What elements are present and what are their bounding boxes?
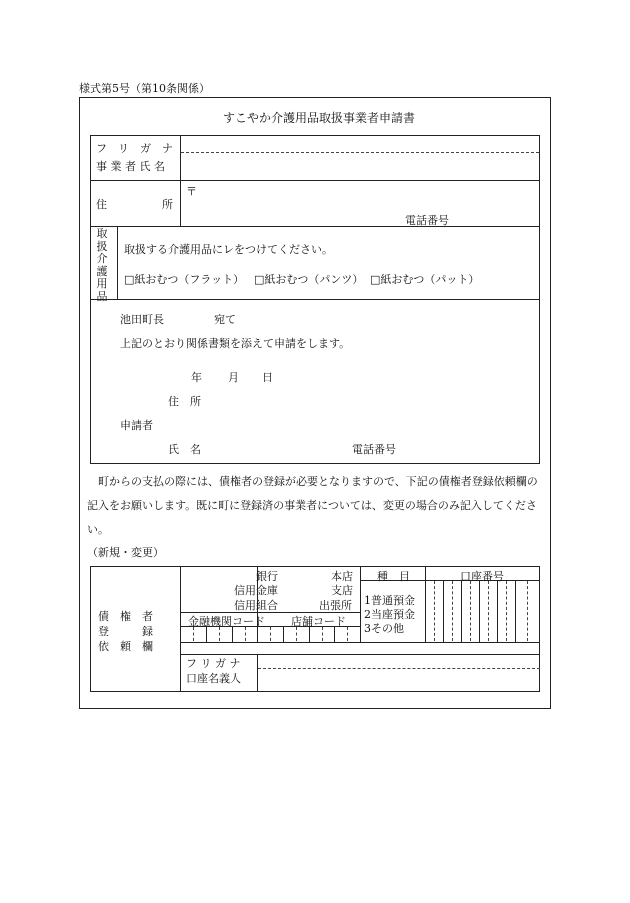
account-type-other: 3その他 — [364, 622, 404, 635]
product-option-flat[interactable]: □紙おむつ（フラット） — [124, 273, 245, 286]
applicant-label: 申請者 — [120, 419, 153, 432]
form-number: 様式第5号（第10条関係） — [79, 82, 210, 95]
product-option-pants[interactable]: □紙おむつ（パンツ） — [254, 273, 364, 286]
creditor-side-label-1: 債 権 者 — [98, 610, 153, 623]
branch-code-label: 店舗コード — [291, 615, 346, 628]
applicant-name-label: 氏 名 — [168, 443, 201, 456]
notice-text: 町からの支払の際には、債権者の登録が必要となりますので、下記の債権者登録依頼欄の記入をお願いします。既に町に登録済の事業者については、変更の場合のみ記入してください。 — [87, 475, 538, 536]
creditor-side-label-2: 登 録 — [98, 625, 153, 638]
product-instruction: 取扱する介護用品にレをつけてください。 — [124, 243, 333, 256]
business-name-field[interactable] — [182, 154, 538, 179]
addressee-suffix: 宛て — [214, 313, 236, 326]
date-day: 日 — [262, 371, 273, 384]
branch-type-office: 出張所 — [319, 599, 352, 612]
date-year: 年 — [191, 371, 202, 384]
address-label: 住 所 — [96, 198, 173, 211]
addressee-name: 池田町長 — [120, 313, 164, 326]
bank-type-bank: 銀行 — [256, 570, 278, 583]
postal-mark: 〒 — [186, 185, 197, 198]
address-field[interactable] — [182, 182, 538, 212]
new-change-label: （新規・変更） — [87, 546, 164, 559]
branch-type-branch: 支店 — [331, 584, 353, 597]
account-holder-field[interactable] — [259, 670, 539, 691]
date-month: 月 — [228, 371, 239, 384]
furigana-label: フ リ ガ ナ — [96, 142, 173, 155]
holder-furigana-field[interactable] — [259, 655, 539, 667]
branch-type-main: 本店 — [331, 570, 353, 583]
account-type-current: 2当座預金 — [364, 608, 415, 621]
request-statement: 上記のとおり関係書類を添えて申請をします。 — [120, 337, 351, 350]
product-label: 取扱介護用品 — [96, 227, 108, 303]
bank-code-label: 金融機関コード — [188, 615, 265, 628]
applicant-address-label: 住 所 — [168, 395, 201, 408]
business-name-label: 事 業 者 氏 名 — [96, 160, 165, 173]
account-number-header: 口座番号 — [460, 570, 504, 583]
bank-type-credit-union: 信用組合 — [234, 599, 278, 612]
product-option-pad[interactable]: □紙おむつ（パット） — [370, 273, 480, 286]
furigana-field[interactable] — [182, 137, 538, 151]
account-type-ordinary: 1普通預金 — [364, 594, 415, 607]
creditor-side-label-3: 依 頼 欄 — [98, 640, 153, 653]
bank-type-credit-bank: 信用金庫 — [234, 584, 278, 597]
applicant-phone-label: 電話番号 — [352, 443, 396, 456]
form-title: すこやか介護用品取扱事業者申請書 — [223, 111, 416, 125]
phone-label: 電話番号 — [405, 214, 449, 227]
account-type-header: 種 目 — [377, 570, 410, 583]
holder-furigana-label: フ リ ガ ナ — [186, 657, 241, 670]
account-holder-label: 口座名義人 — [186, 672, 241, 685]
